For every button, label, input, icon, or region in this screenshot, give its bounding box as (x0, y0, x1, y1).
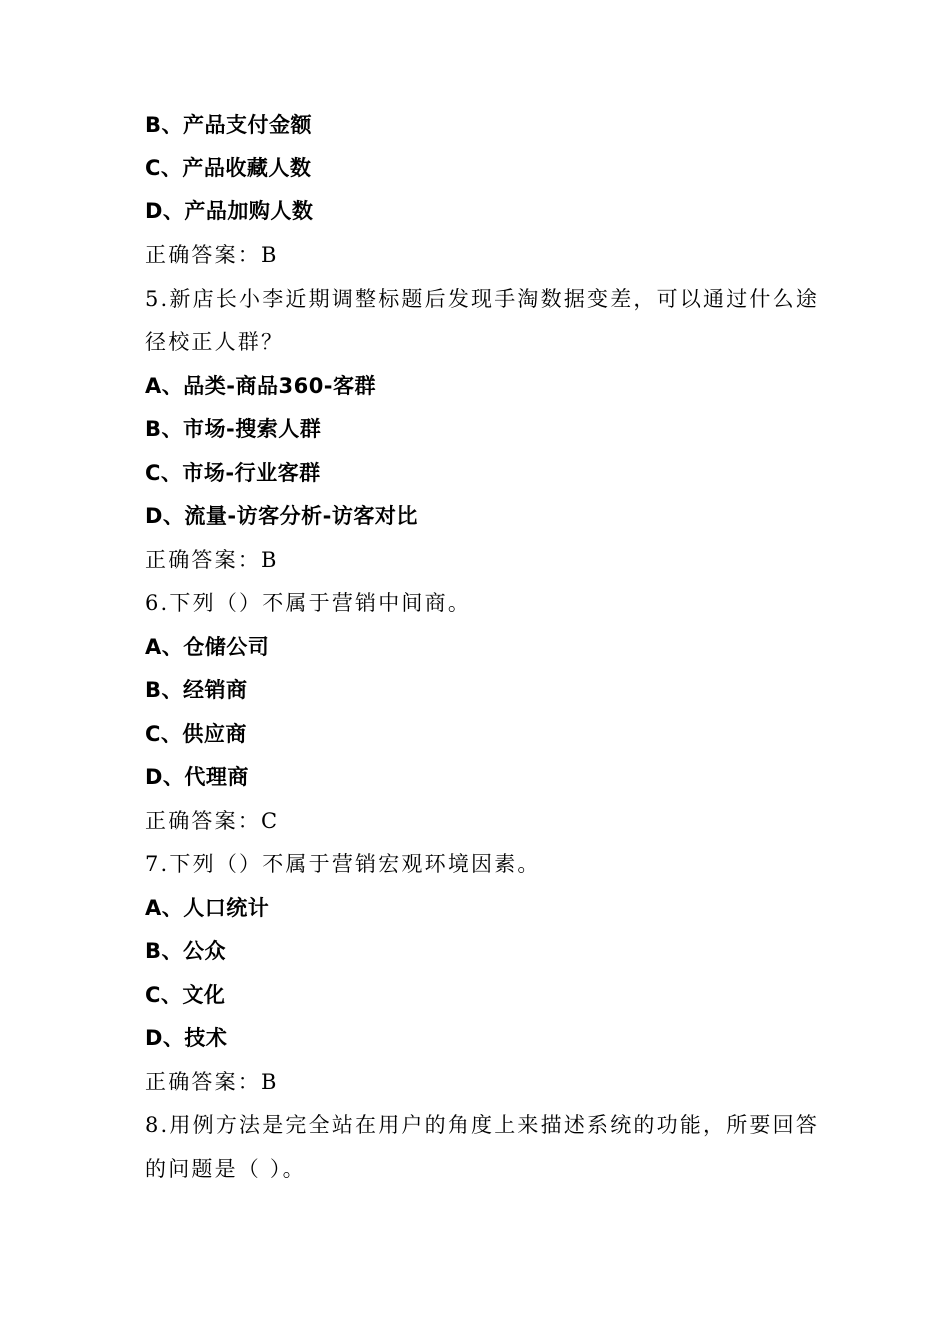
question-line: 7.下列（）不属于营销宏观环境因素。 (145, 852, 541, 876)
option-line: A、仓储公司 (145, 635, 270, 659)
answer-line: 正确答案：B (145, 243, 279, 267)
answer-line: 正确答案：C (145, 809, 280, 833)
option-line: C、供应商 (145, 722, 247, 746)
question-line: 的问题是（ ）。 (145, 1157, 306, 1181)
option-line: D、产品加购人数 (145, 199, 314, 223)
option-line: C、文化 (145, 983, 226, 1007)
question-line: 8.用例方法是完全站在用户的角度上来描述系统的功能，所要回答 (145, 1113, 820, 1137)
question-line: 径校正人群？ (145, 330, 285, 354)
option-line: A、品类-商品360-客群 (145, 374, 377, 398)
option-line: D、流量-访客分析-访客对比 (145, 504, 418, 528)
option-line: C、市场-行业客群 (145, 461, 321, 485)
option-line: C、产品收藏人数 (145, 156, 312, 180)
option-line: D、技术 (145, 1026, 228, 1050)
question-line: 6.下列（）不属于营销中间商。 (145, 591, 472, 615)
option-line: D、代理商 (145, 765, 249, 789)
option-line: B、产品支付金额 (145, 113, 313, 137)
question-line: 5.新店长小李近期调整标题后发现手淘数据变差，可以通过什么途 (145, 287, 820, 311)
option-line: B、经销商 (145, 678, 248, 702)
option-line: B、公众 (145, 939, 227, 963)
option-line: A、人口统计 (145, 896, 270, 920)
answer-line: 正确答案：B (145, 1070, 279, 1094)
option-line: B、市场-搜索人群 (145, 417, 322, 441)
answer-line: 正确答案：B (145, 548, 279, 572)
